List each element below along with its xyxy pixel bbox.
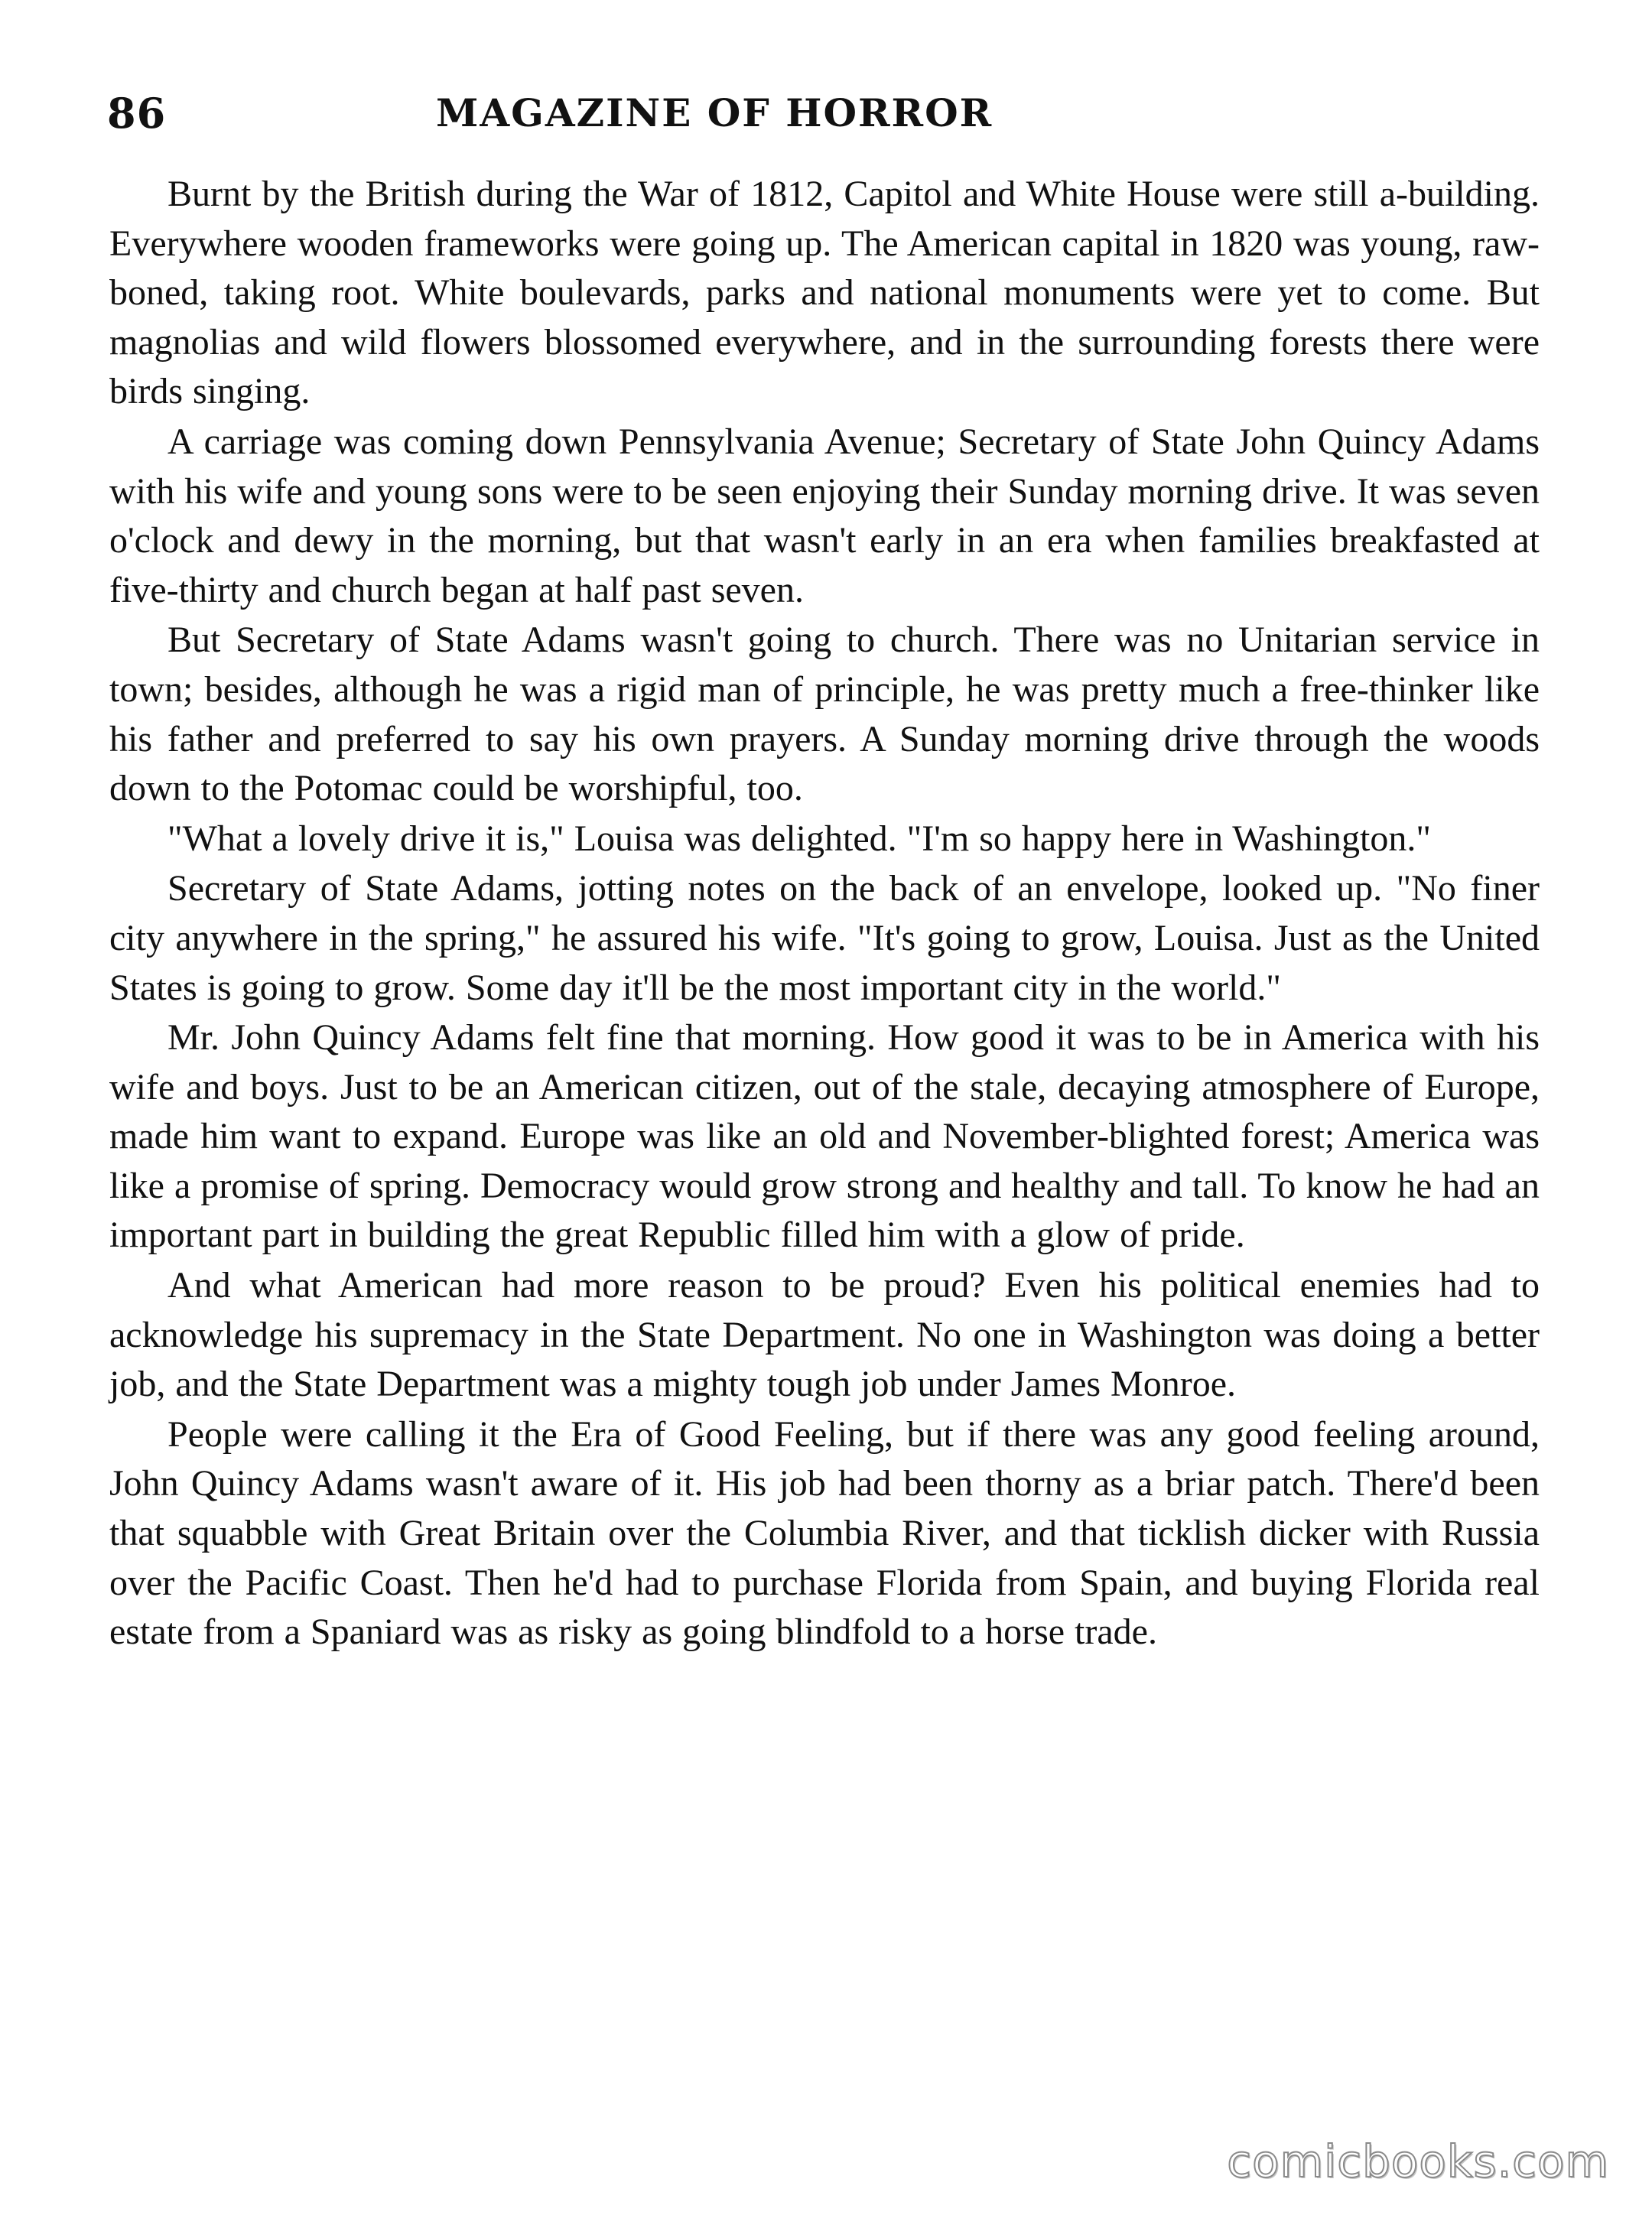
page-header xyxy=(107,83,1545,151)
story-body xyxy=(109,170,1540,1657)
paragraph: "What a lovely drive it is," Louisa was delighted. "I'm so happy here in Washington." xyxy=(167,818,1431,859)
paragraph: People were calling it the Era of Good Feeling, but if there was any good feeling around, John Quincy Adams wasn't aware of it. His job had been thorny as a briar patch. There'd been that squabble with Great Britain over the Columbia River, and that ticklish dicker with Russia over the Pacific Coast. Then he'd had to purchase Florida from Spain, and buying Florida real estate from a Spaniard was as risky as going blindfold to a horse trade. xyxy=(109,1413,1540,1653)
paragraph: Secretary of State Adams, jotting notes on the back of an envelope, looked up. "No finer city anywhere in the spring," he assured his wife. "It's going to grow, Louisa. Just as the United States is going to grow. Some day it'll be the most important city in the world." xyxy=(109,868,1540,1008)
paragraph: Mr. John Quincy Adams felt fine that morning. How good it was to be in America with his wife and boys. Just to be an American citizen, out of the stale, decaying atmosphere of Europe, made him want to expand. Europe was like an old and November-blighted forest; America was like a promise of spring. Democracy would grow strong and healthy and tall. To know he had an important part in building the great Republic filled him with a glow of pride. xyxy=(109,1017,1540,1256)
page-number: 86 xyxy=(107,89,167,138)
paragraph: Burnt by the British during the War of 1812, Capitol and White House were still a-building. Everywhere wooden frameworks were going up. The American capital in 1820 was young, raw-boned, taking root. White boulevards, parks and national monuments were yet to come. But magnolias and wild flowers blossomed everywhere, and in the surrounding forests there were birds singing. xyxy=(109,174,1540,412)
paragraph: A carriage was coming down Pennsylvania Avenue; Secretary of State John Quincy Adams with his wife and young sons were to be seen enjoying their Sunday morning drive. It was seven o'clock and dewy in the morning, but that wasn't early in an era when families breakfasted at five-thirty and church began at half past seven. xyxy=(109,421,1540,610)
paragraph: And what American had more reason to be proud? Even his political enemies had to acknowledge his supremacy in the State Department. No one in Washington was doing a better job, and the State Department was a mighty tough job under James Monroe. xyxy=(109,1265,1540,1405)
running-head-title: MAGAZINE OF HORROR xyxy=(436,90,993,135)
paragraph: But Secretary of State Adams wasn't going to church. There was no Unitarian service in town; besides, although he was a rigid man of principle, he was pretty much a free-thinker like his father and preferred to say his own prayers. A Sunday morning drive through the woods down to the Potomac could be worshipful, too. xyxy=(109,620,1540,809)
watermark: comicbooks.com xyxy=(1227,2135,1609,2187)
